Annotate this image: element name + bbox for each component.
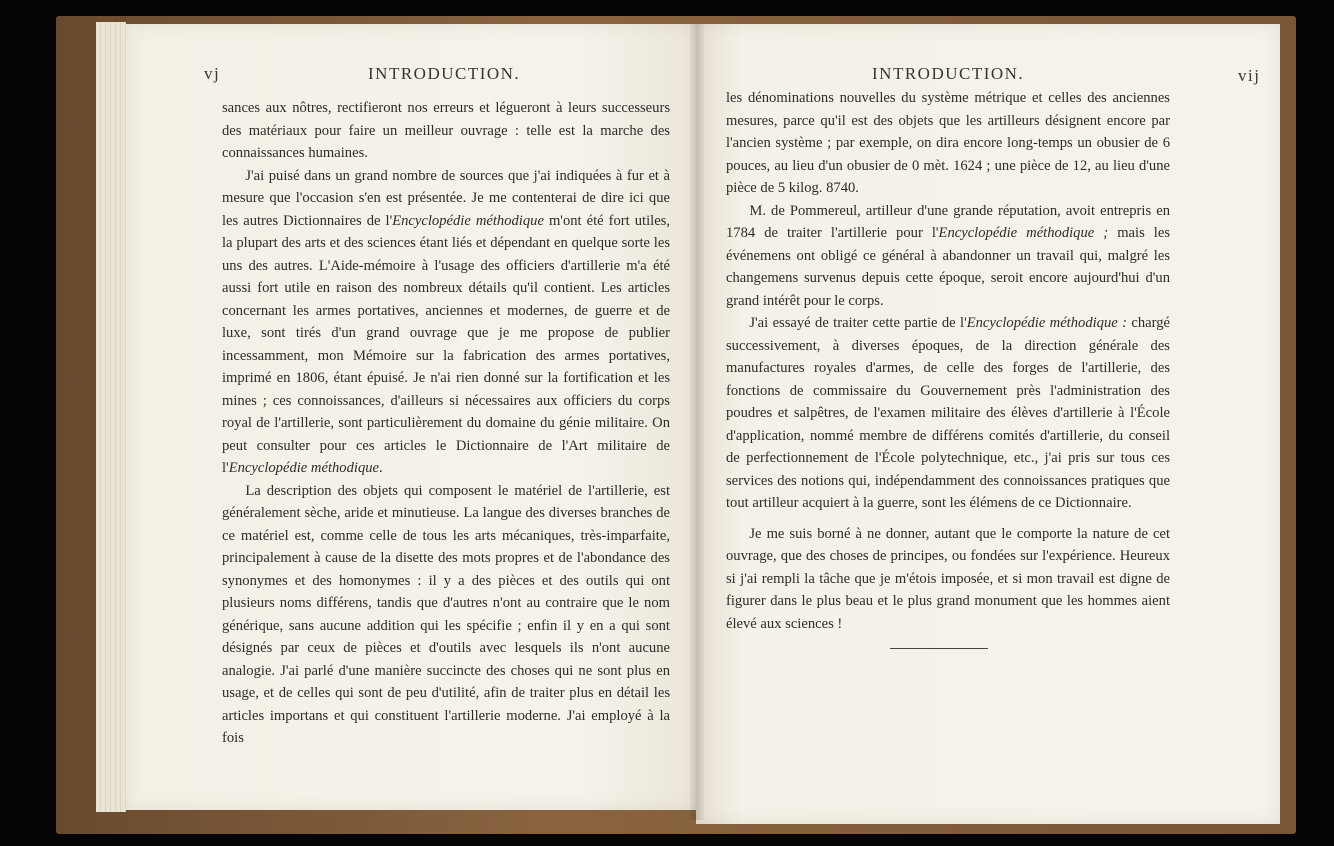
text-run: J'ai puisé dans un grand nombre de sources que j'ai indiquées à fur et à mesure que l'occasion s'en est présentée. Je me contenterai de dire ici que les autres Dictionnaires de l' xyxy=(222,167,670,229)
text-run: les dénominations nouvelles du système métrique et celles des anciennes mesures, parce qu'il est des objets que les artilleurs désignent encore par l'ancien système ; par exemple, on dira encore long-temps un obusier de 6 pouces, au lieu d'un obusier de 0 mèt. 1624 ; une pièce de 12, au lieu d'une pièce de 5 kilog. 8740. xyxy=(726,90,1170,196)
left-page-number: vj xyxy=(204,64,221,83)
italic-title: Encyclopédie méthodique : xyxy=(966,315,1127,331)
left-running-head: INTRODUCTION. xyxy=(368,64,521,83)
text-run: La description des objets qui composent le matériel de l'artillerie, est généralement sèche, aride et minutieuse. La langue des diverses branches de ce matériel est, comme celle de tous les arts mécaniques, très-imparfaite, principalement à cause de la disette des mots propres et de l'abondance des synonymes et des homonymes : il y a des pièces et des outils qui ont plusieurs noms différens, tandis que d'autres n'ont au contraire que le nom générique, sans aucune addition qui les spécifie ; enfin il y en a qui sont désignés par ceux de pièces et d'outils avec lesquels ils n'ont aucune analogie. J'ai parlé d'une manière succincte des choses qui ne sont plus en usage, et de celles qui sont de peu d'utilité, afin de traiter plus en détail les articles importans et qui constituent l'artillerie moderne. J'ai employé à la fois xyxy=(222,482,670,746)
italic-title: Encyclopédie méthodique xyxy=(228,460,380,476)
text-run: J'ai essayé de traiter cette partie de l' xyxy=(749,315,967,331)
text-run: sances aux nôtres, rectifieront nos erreurs et légueront à leurs successeurs des matériaux pour faire un meilleur ouvrage : telle est la marche des connaissances humaines. xyxy=(222,100,670,161)
text-run: M. de Pommereul, artilleur d'une grande réputation, avoit entrepris en 1784 de traiter l'artillerie pour l' xyxy=(726,202,1170,241)
left-page-body xyxy=(222,97,670,750)
italic-title: Encyclopédie méthodique xyxy=(392,212,544,229)
right-page-body xyxy=(726,87,1170,635)
paragraph xyxy=(222,165,670,480)
right-running-head: INTRODUCTION. xyxy=(872,64,1025,83)
text-run: Je me suis borné à ne donner, autant que le comporte la nature de cet ouvrage, que des choses de principes, ou fondées sur l'expérience. Heureux si j'ai rempli la tâche que je m'étois imposée, et si mon travail est digne de figurer dans le plus beau et le plus grand monument que les hommes aient élevé aux sciences ! xyxy=(726,525,1170,632)
paragraph xyxy=(222,480,670,750)
right-page-number: vij xyxy=(1238,66,1261,85)
text-run: chargé successivement, à diverses époques, de la direction générale des manufactures royales d'armes, de celle des forges de l'artillerie, des fonctions de commissaire du Gouvernement près l'administration des poudres et salpêtres, de l'examen militaire des élèves d'artillerie à l'École d'application, nommé membre de différens comités d'artillerie, du conseil de perfectionnement de l'École polytechnique, etc., j'ai pris sur tous ces services des notions qui, indépendamment des connoissances pratiques que tout artilleur acquiert à la guerre, sont les élémens de ce Dictionnaire. xyxy=(726,315,1170,511)
text-run: m'ont été fort utiles, la plupart des arts et des sciences étant liés et dépendant en quelque sorte les uns des autres. L'Aide-mémoire à l'usage des officiers d'artillerie m'a été aussi fort utile en raison des nombreux détails qu'il contient. Les articles concernant les armes portatives, anciennes et modernes, de guerre et de luxe, sont tirés d'un grand ouvrage que je me propose de publier incessamment, mon Mémoire sur la fabrication des armes portatives, imprimé en 1806, étant épuisé. Je n'ai rien donné sur la fortification et les mines ; ces connoissances, d'ailleurs si nécessaires aux officiers du corps royal de l'artillerie, sont particulièrement du domaine du génie militaire. On peut consulter pour ces articles le Dictionnaire de l'Art militaire de l' xyxy=(222,212,670,476)
page-edges xyxy=(96,22,126,812)
text-run: . xyxy=(379,460,383,476)
text-run: mais les événemens ont obligé ce général à abandonner un travail qui, malgré les changemens survenus depuis cette époque, seroit encore aujourd'hui d'un grand intérêt pour le corps. xyxy=(726,225,1171,309)
book-gutter xyxy=(690,24,704,820)
italic-title: Encyclopédie méthodique ; xyxy=(938,225,1109,241)
paragraph xyxy=(726,523,1170,636)
paragraph xyxy=(726,312,1170,515)
end-rule xyxy=(890,648,988,649)
paragraph xyxy=(726,200,1170,313)
paragraph xyxy=(726,87,1170,200)
paragraph xyxy=(222,97,670,165)
